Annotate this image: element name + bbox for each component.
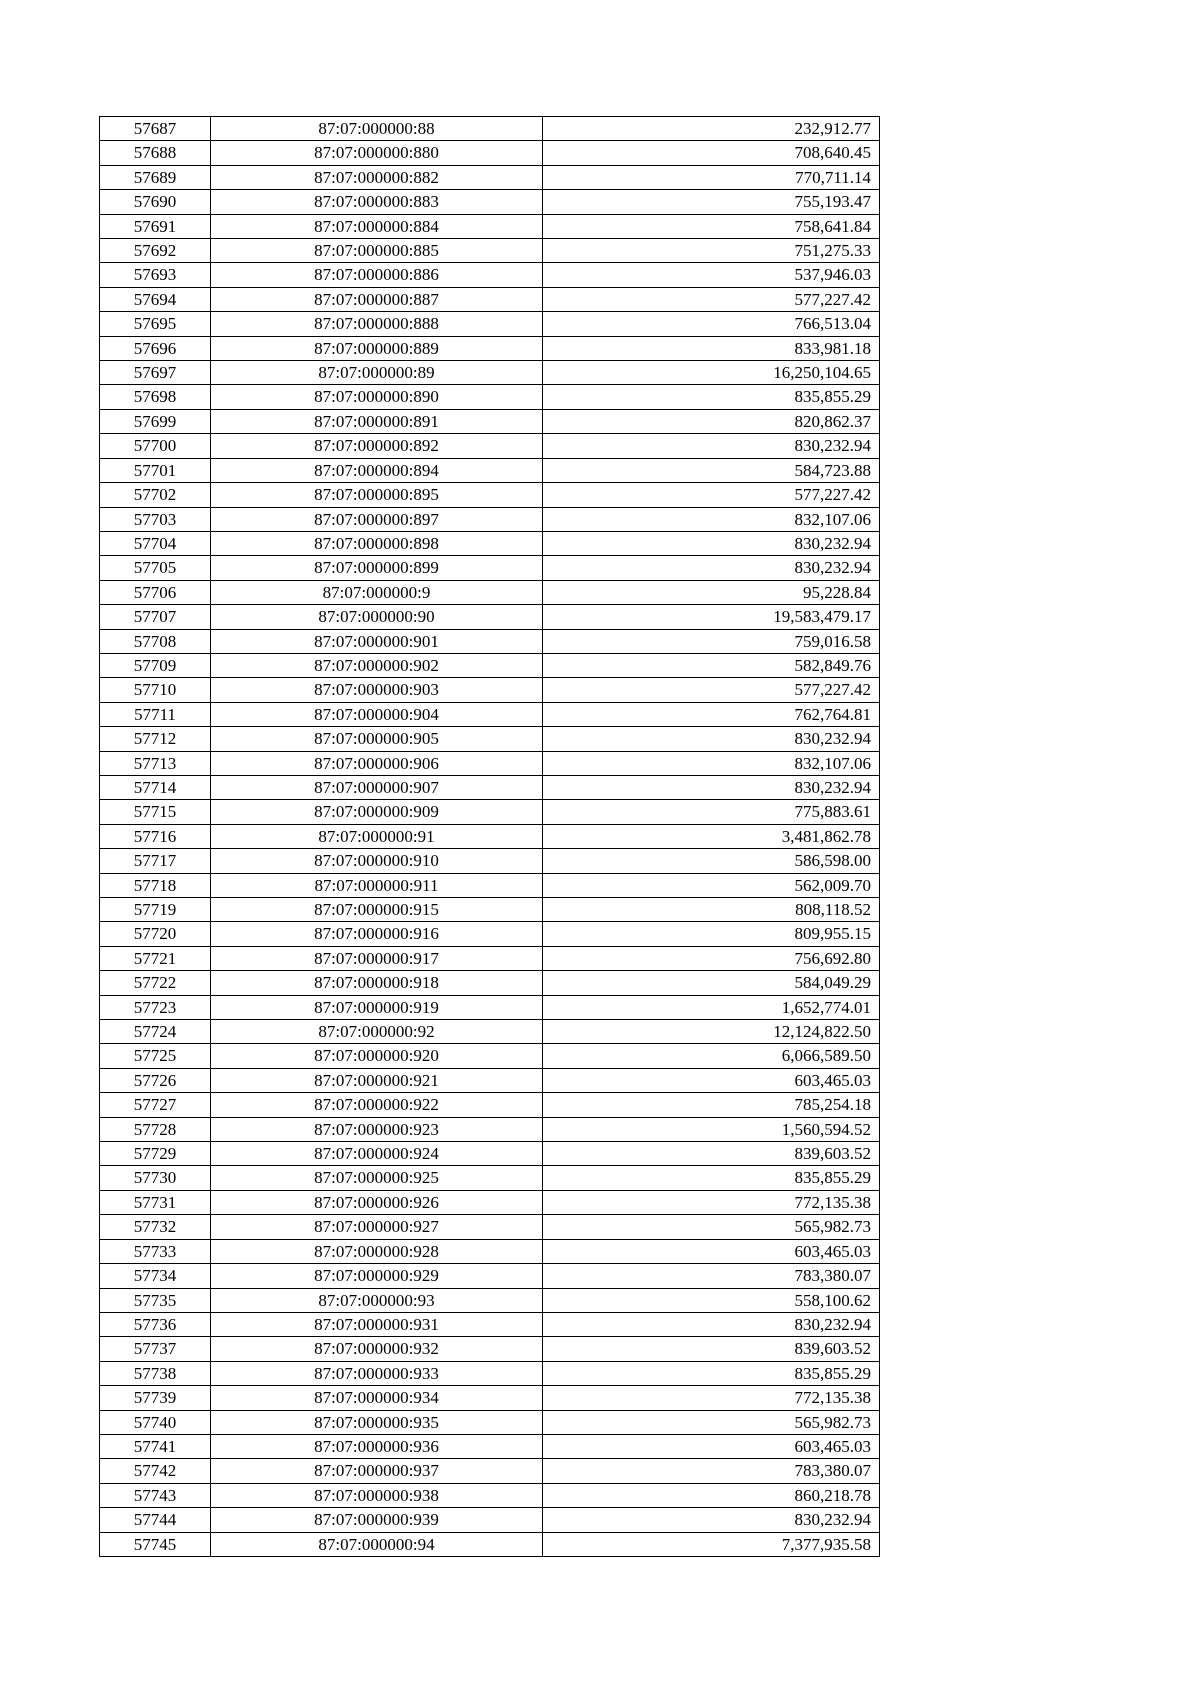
value-cell: 584,723.88 [543, 458, 880, 482]
value-cell: 832,107.06 [543, 507, 880, 531]
table-row [100, 556, 880, 580]
value-cell: 785,254.18 [543, 1093, 880, 1117]
cadastral-code-cell: 87:07:000000:922 [211, 1093, 543, 1117]
cadastral-code-cell: 87:07:000000:91 [211, 824, 543, 848]
row-number-cell: 57741 [100, 1434, 211, 1458]
table-row [100, 1215, 880, 1239]
value-cell: 565,982.73 [543, 1215, 880, 1239]
cadastral-code-cell: 87:07:000000:882 [211, 165, 543, 189]
value-cell: 755,193.47 [543, 190, 880, 214]
row-number-cell: 57705 [100, 556, 211, 580]
row-number-cell: 57744 [100, 1508, 211, 1532]
cadastral-code-cell: 87:07:000000:909 [211, 800, 543, 824]
row-number-cell: 57721 [100, 946, 211, 970]
cadastral-code-cell: 87:07:000000:880 [211, 141, 543, 165]
row-number-cell: 57722 [100, 971, 211, 995]
cadastral-code-cell: 87:07:000000:88 [211, 117, 543, 141]
cadastral-code-cell: 87:07:000000:92 [211, 1020, 543, 1044]
cadastral-code-cell: 87:07:000000:884 [211, 214, 543, 238]
table-row [100, 1288, 880, 1312]
cadastral-code-cell: 87:07:000000:904 [211, 702, 543, 726]
cadastral-code-cell: 87:07:000000:883 [211, 190, 543, 214]
value-cell: 751,275.33 [543, 239, 880, 263]
cadastral-code-cell: 87:07:000000:934 [211, 1386, 543, 1410]
table-row [100, 824, 880, 848]
row-number-cell: 57696 [100, 336, 211, 360]
value-cell: 832,107.06 [543, 751, 880, 775]
table-row [100, 1386, 880, 1410]
row-number-cell: 57700 [100, 434, 211, 458]
row-number-cell: 57695 [100, 312, 211, 336]
row-number-cell: 57736 [100, 1312, 211, 1336]
value-cell: 16,250,104.65 [543, 361, 880, 385]
table-row [100, 849, 880, 873]
value-cell: 586,598.00 [543, 849, 880, 873]
value-cell: 762,764.81 [543, 702, 880, 726]
cadastral-code-cell: 87:07:000000:924 [211, 1142, 543, 1166]
value-cell: 537,946.03 [543, 263, 880, 287]
row-number-cell: 57697 [100, 361, 211, 385]
row-number-cell: 57702 [100, 483, 211, 507]
cadastral-code-cell: 87:07:000000:920 [211, 1044, 543, 1068]
table-row [100, 312, 880, 336]
row-number-cell: 57688 [100, 141, 211, 165]
table-body [100, 117, 880, 1557]
table-row [100, 1532, 880, 1556]
value-cell: 820,862.37 [543, 409, 880, 433]
row-number-cell: 57704 [100, 531, 211, 555]
row-number-cell: 57737 [100, 1337, 211, 1361]
cadastral-code-cell: 87:07:000000:918 [211, 971, 543, 995]
table-row [100, 1093, 880, 1117]
cadastral-code-cell: 87:07:000000:902 [211, 653, 543, 677]
table-row [100, 922, 880, 946]
row-number-cell: 57694 [100, 287, 211, 311]
cadastral-code-cell: 87:07:000000:886 [211, 263, 543, 287]
table-row [100, 629, 880, 653]
row-number-cell: 57734 [100, 1264, 211, 1288]
row-number-cell: 57726 [100, 1068, 211, 1092]
cadastral-code-cell: 87:07:000000:915 [211, 898, 543, 922]
table-row [100, 1142, 880, 1166]
row-number-cell: 57692 [100, 239, 211, 263]
row-number-cell: 57729 [100, 1142, 211, 1166]
table-row [100, 800, 880, 824]
row-number-cell: 57706 [100, 580, 211, 604]
row-number-cell: 57731 [100, 1190, 211, 1214]
table-row [100, 117, 880, 141]
row-number-cell: 57707 [100, 605, 211, 629]
table-row [100, 653, 880, 677]
value-cell: 772,135.38 [543, 1386, 880, 1410]
row-number-cell: 57723 [100, 995, 211, 1019]
table-row [100, 873, 880, 897]
row-number-cell: 57687 [100, 117, 211, 141]
value-cell: 830,232.94 [543, 1508, 880, 1532]
table-row [100, 1483, 880, 1507]
table-row [100, 1020, 880, 1044]
row-number-cell: 57743 [100, 1483, 211, 1507]
cadastral-code-cell: 87:07:000000:928 [211, 1239, 543, 1263]
row-number-cell: 57738 [100, 1361, 211, 1385]
table-row [100, 995, 880, 1019]
cadastral-code-cell: 87:07:000000:888 [211, 312, 543, 336]
row-number-cell: 57714 [100, 775, 211, 799]
value-cell: 603,465.03 [543, 1239, 880, 1263]
table-row [100, 361, 880, 385]
value-cell: 584,049.29 [543, 971, 880, 995]
row-number-cell: 57725 [100, 1044, 211, 1068]
table-row [100, 531, 880, 555]
table-row [100, 1312, 880, 1336]
row-number-cell: 57735 [100, 1288, 211, 1312]
row-number-cell: 57733 [100, 1239, 211, 1263]
row-number-cell: 57739 [100, 1386, 211, 1410]
cadastral-code-cell: 87:07:000000:935 [211, 1410, 543, 1434]
cadastral-code-cell: 87:07:000000:923 [211, 1117, 543, 1141]
cadastral-code-cell: 87:07:000000:906 [211, 751, 543, 775]
row-number-cell: 57710 [100, 678, 211, 702]
cadastral-code-cell: 87:07:000000:926 [211, 1190, 543, 1214]
value-cell: 766,513.04 [543, 312, 880, 336]
row-number-cell: 57724 [100, 1020, 211, 1044]
table-row [100, 946, 880, 970]
table-row [100, 239, 880, 263]
row-number-cell: 57713 [100, 751, 211, 775]
value-cell: 835,855.29 [543, 1361, 880, 1385]
row-number-cell: 57691 [100, 214, 211, 238]
row-number-cell: 57703 [100, 507, 211, 531]
value-cell: 759,016.58 [543, 629, 880, 653]
value-cell: 839,603.52 [543, 1142, 880, 1166]
cadastral-code-cell: 87:07:000000:901 [211, 629, 543, 653]
value-cell: 809,955.15 [543, 922, 880, 946]
value-cell: 758,641.84 [543, 214, 880, 238]
value-cell: 708,640.45 [543, 141, 880, 165]
cadastral-code-cell: 87:07:000000:917 [211, 946, 543, 970]
value-cell: 770,711.14 [543, 165, 880, 189]
table-row [100, 971, 880, 995]
cadastral-code-cell: 87:07:000000:885 [211, 239, 543, 263]
cadastral-code-cell: 87:07:000000:910 [211, 849, 543, 873]
cadastral-code-cell: 87:07:000000:90 [211, 605, 543, 629]
row-number-cell: 57689 [100, 165, 211, 189]
table-row [100, 287, 880, 311]
value-cell: 12,124,822.50 [543, 1020, 880, 1044]
value-cell: 830,232.94 [543, 727, 880, 751]
cadastral-code-cell: 87:07:000000:925 [211, 1166, 543, 1190]
value-cell: 830,232.94 [543, 434, 880, 458]
cadastral-code-cell: 87:07:000000:891 [211, 409, 543, 433]
row-number-cell: 57717 [100, 849, 211, 873]
table-row [100, 263, 880, 287]
cadastral-code-cell: 87:07:000000:895 [211, 483, 543, 507]
table-row [100, 1361, 880, 1385]
value-cell: 3,481,862.78 [543, 824, 880, 848]
cadastral-code-cell: 87:07:000000:932 [211, 1337, 543, 1361]
table-row [100, 483, 880, 507]
data-table [99, 116, 880, 1557]
cadastral-code-cell: 87:07:000000:905 [211, 727, 543, 751]
table-row [100, 1434, 880, 1458]
value-cell: 577,227.42 [543, 287, 880, 311]
value-cell: 577,227.42 [543, 678, 880, 702]
table-row [100, 458, 880, 482]
cadastral-code-cell: 87:07:000000:9 [211, 580, 543, 604]
cadastral-code-cell: 87:07:000000:911 [211, 873, 543, 897]
table-row [100, 1239, 880, 1263]
row-number-cell: 57740 [100, 1410, 211, 1434]
value-cell: 6,066,589.50 [543, 1044, 880, 1068]
table-row [100, 1459, 880, 1483]
value-cell: 756,692.80 [543, 946, 880, 970]
table-row [100, 141, 880, 165]
table-row [100, 409, 880, 433]
value-cell: 1,560,594.52 [543, 1117, 880, 1141]
value-cell: 565,982.73 [543, 1410, 880, 1434]
value-cell: 833,981.18 [543, 336, 880, 360]
cadastral-code-cell: 87:07:000000:899 [211, 556, 543, 580]
value-cell: 603,465.03 [543, 1434, 880, 1458]
row-number-cell: 57699 [100, 409, 211, 433]
value-cell: 95,228.84 [543, 580, 880, 604]
row-number-cell: 57745 [100, 1532, 211, 1556]
row-number-cell: 57711 [100, 702, 211, 726]
value-cell: 839,603.52 [543, 1337, 880, 1361]
cadastral-code-cell: 87:07:000000:892 [211, 434, 543, 458]
row-number-cell: 57730 [100, 1166, 211, 1190]
table-row [100, 1410, 880, 1434]
value-cell: 19,583,479.17 [543, 605, 880, 629]
cadastral-code-cell: 87:07:000000:921 [211, 1068, 543, 1092]
row-number-cell: 57720 [100, 922, 211, 946]
table-row [100, 580, 880, 604]
table-row [100, 165, 880, 189]
table-row [100, 336, 880, 360]
table-row [100, 1264, 880, 1288]
row-number-cell: 57727 [100, 1093, 211, 1117]
table-row [100, 751, 880, 775]
row-number-cell: 57690 [100, 190, 211, 214]
cadastral-code-cell: 87:07:000000:939 [211, 1508, 543, 1532]
value-cell: 772,135.38 [543, 1190, 880, 1214]
value-cell: 830,232.94 [543, 775, 880, 799]
value-cell: 835,855.29 [543, 1166, 880, 1190]
value-cell: 562,009.70 [543, 873, 880, 897]
row-number-cell: 57698 [100, 385, 211, 409]
value-cell: 830,232.94 [543, 1312, 880, 1336]
value-cell: 835,855.29 [543, 385, 880, 409]
cadastral-code-cell: 87:07:000000:93 [211, 1288, 543, 1312]
cadastral-code-cell: 87:07:000000:916 [211, 922, 543, 946]
table-row [100, 1337, 880, 1361]
row-number-cell: 57709 [100, 653, 211, 677]
row-number-cell: 57715 [100, 800, 211, 824]
cadastral-code-cell: 87:07:000000:898 [211, 531, 543, 555]
cadastral-code-cell: 87:07:000000:933 [211, 1361, 543, 1385]
row-number-cell: 57719 [100, 898, 211, 922]
cadastral-code-cell: 87:07:000000:897 [211, 507, 543, 531]
table-row [100, 434, 880, 458]
cadastral-code-cell: 87:07:000000:929 [211, 1264, 543, 1288]
row-number-cell: 57701 [100, 458, 211, 482]
cadastral-code-cell: 87:07:000000:931 [211, 1312, 543, 1336]
table-row [100, 1166, 880, 1190]
table-row [100, 1190, 880, 1214]
cadastral-code-cell: 87:07:000000:890 [211, 385, 543, 409]
value-cell: 783,380.07 [543, 1264, 880, 1288]
row-number-cell: 57708 [100, 629, 211, 653]
value-cell: 1,652,774.01 [543, 995, 880, 1019]
table-row [100, 214, 880, 238]
cadastral-code-cell: 87:07:000000:94 [211, 1532, 543, 1556]
value-cell: 783,380.07 [543, 1459, 880, 1483]
table-row [100, 1068, 880, 1092]
value-cell: 7,377,935.58 [543, 1532, 880, 1556]
cadastral-code-cell: 87:07:000000:938 [211, 1483, 543, 1507]
row-number-cell: 57728 [100, 1117, 211, 1141]
row-number-cell: 57742 [100, 1459, 211, 1483]
cadastral-code-cell: 87:07:000000:919 [211, 995, 543, 1019]
table-row [100, 190, 880, 214]
cadastral-code-cell: 87:07:000000:894 [211, 458, 543, 482]
cadastral-code-cell: 87:07:000000:889 [211, 336, 543, 360]
value-cell: 558,100.62 [543, 1288, 880, 1312]
table-row [100, 1117, 880, 1141]
table-row [100, 605, 880, 629]
value-cell: 232,912.77 [543, 117, 880, 141]
table-row [100, 702, 880, 726]
table-row [100, 678, 880, 702]
table-row [100, 1508, 880, 1532]
table-row [100, 898, 880, 922]
value-cell: 603,465.03 [543, 1068, 880, 1092]
value-cell: 582,849.76 [543, 653, 880, 677]
cadastral-code-cell: 87:07:000000:907 [211, 775, 543, 799]
cadastral-code-cell: 87:07:000000:89 [211, 361, 543, 385]
value-cell: 775,883.61 [543, 800, 880, 824]
value-cell: 830,232.94 [543, 556, 880, 580]
table-row [100, 1044, 880, 1068]
row-number-cell: 57712 [100, 727, 211, 751]
cadastral-code-cell: 87:07:000000:903 [211, 678, 543, 702]
row-number-cell: 57718 [100, 873, 211, 897]
cadastral-code-cell: 87:07:000000:937 [211, 1459, 543, 1483]
row-number-cell: 57732 [100, 1215, 211, 1239]
row-number-cell: 57716 [100, 824, 211, 848]
value-cell: 577,227.42 [543, 483, 880, 507]
row-number-cell: 57693 [100, 263, 211, 287]
table-row [100, 727, 880, 751]
cadastral-code-cell: 87:07:000000:887 [211, 287, 543, 311]
value-cell: 860,218.78 [543, 1483, 880, 1507]
cadastral-code-cell: 87:07:000000:927 [211, 1215, 543, 1239]
table-row [100, 385, 880, 409]
value-cell: 830,232.94 [543, 531, 880, 555]
cadastral-code-cell: 87:07:000000:936 [211, 1434, 543, 1458]
table-row [100, 775, 880, 799]
value-cell: 808,118.52 [543, 898, 880, 922]
table-row [100, 507, 880, 531]
